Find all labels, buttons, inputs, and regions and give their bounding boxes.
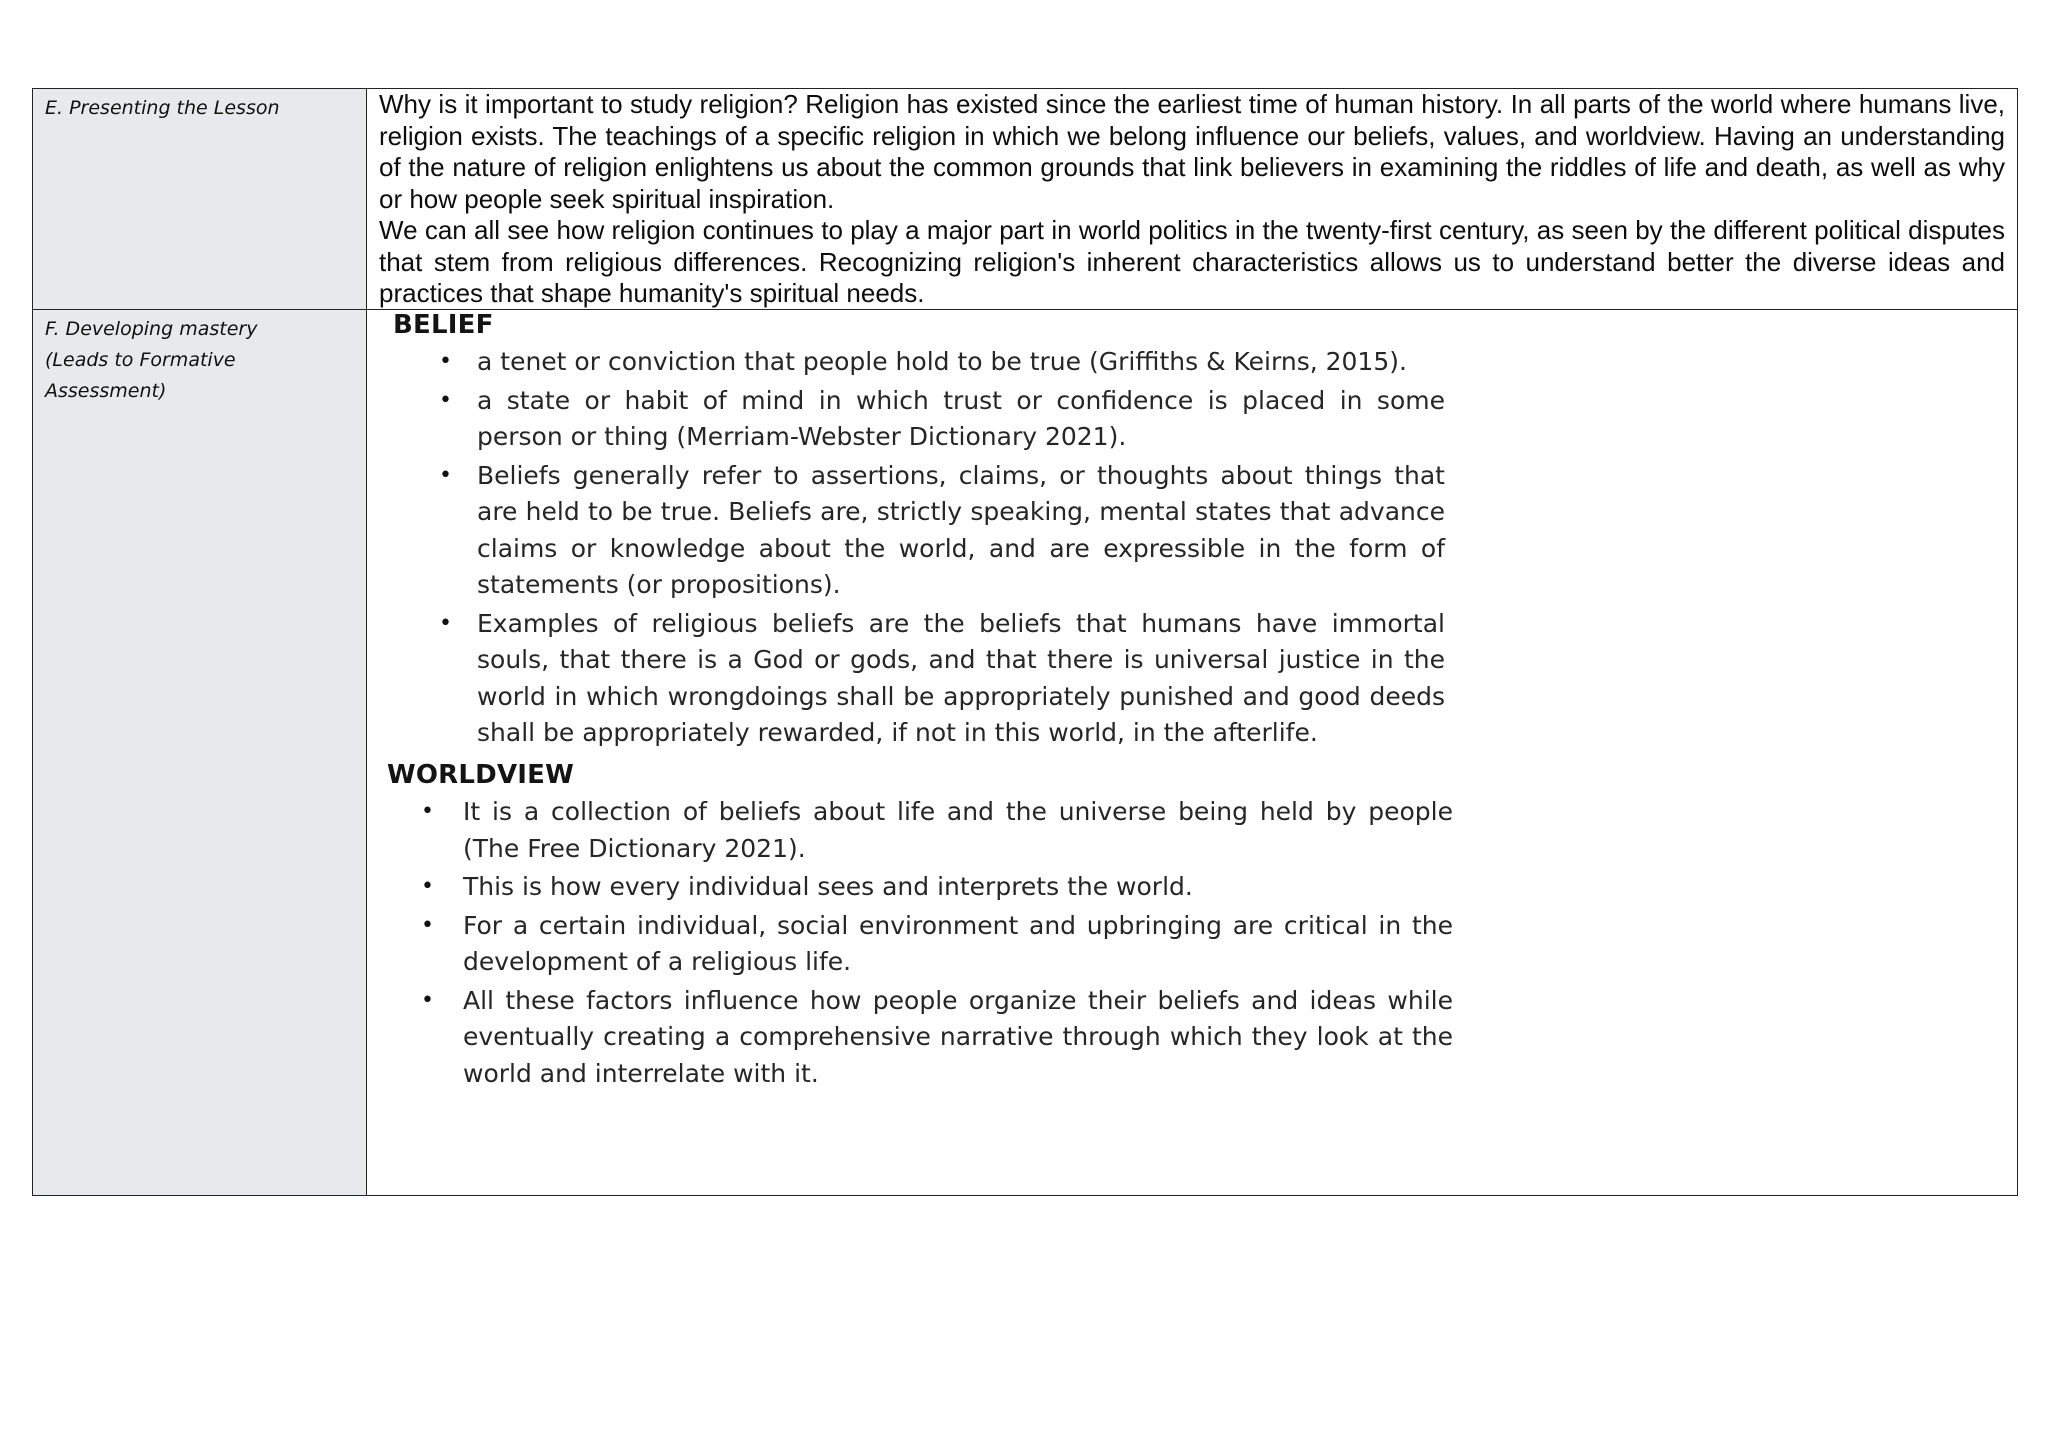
list-item-text: It is a collection of beliefs about life and the universe being held by people (The Free Dictionary 2021). bbox=[463, 797, 1453, 863]
row-label: E. Presenting the Lesson bbox=[45, 97, 280, 119]
list-item bbox=[387, 908, 1453, 981]
worldview-list bbox=[387, 794, 1453, 1092]
list-item-text: a state or habit of mind in which trust or confidence is placed in some person or thing (Merriam-Webster Dictionary 2021). bbox=[477, 385, 1445, 451]
list-item bbox=[393, 344, 1445, 381]
bullet-icon: • bbox=[421, 799, 434, 824]
list-item-text: Examples of religious beliefs are the beliefs that humans have immortal souls, that there is a God or gods, and that there is universal justice in the world in which wrongdoings shall be appropriately punished and good deeds shall be appropriately rewarded, if not in this world, in the afterlife. bbox=[477, 608, 1445, 747]
list-item bbox=[393, 383, 1445, 456]
list-item bbox=[387, 869, 1453, 906]
list-item bbox=[387, 983, 1453, 1093]
bullet-icon: • bbox=[439, 387, 452, 413]
belief-section bbox=[393, 306, 1445, 752]
bullet-icon: • bbox=[421, 912, 434, 938]
row-label-line: (Leads to Formative bbox=[45, 349, 236, 371]
lesson-paragraph: Why is it important to study religion? Religion has existed since the earliest time of human history. In all parts of the world where humans live, religion exists. The teachings of a specific religion in which we belong influence our beliefs, values, and worldview. Having an understanding of the nature of religion enlightens us about the common grounds that link believers in examining the riddles of life and death, as well as why or how people seek spiritual inspiration. bbox=[379, 89, 2005, 214]
belief-list bbox=[393, 344, 1445, 752]
row-label-line: Assessment) bbox=[45, 380, 167, 402]
bullet-icon: • bbox=[439, 349, 452, 374]
lesson-paragraph: We can all see how religion continues to play a major part in world politics in the twenty-first century, as seen by the different political disputes that stem from religious differences. Recognizing religion's inherent characteristics allows us to understand better the diverse ideas and practices that shape humanity's spiritual needs. bbox=[379, 215, 2005, 308]
list-item-text: Beliefs generally refer to assertions, claims, or thoughts about things that are held to be true. Beliefs are, strictly speaking, mental states that advance claims or knowledge about the world, and are expressible in the form of statements (or propositions). bbox=[477, 460, 1445, 599]
section-heading: BELIEF bbox=[393, 310, 494, 340]
list-item-text: All these factors influence how people organize their beliefs and ideas while eventually creating a comprehensive narrative through which they look at the world and interrelate with it. bbox=[463, 985, 1453, 1088]
row-label-cell bbox=[33, 89, 367, 309]
lesson-content-cell bbox=[367, 89, 2017, 309]
bullet-icon: • bbox=[421, 987, 434, 1013]
worldview-section bbox=[387, 756, 1453, 1092]
lesson-plan-table bbox=[32, 88, 2018, 1196]
bullet-icon: • bbox=[439, 610, 452, 636]
list-item-text: For a certain individual, social environment and upbringing are critical in the development of a religious life. bbox=[463, 910, 1453, 976]
section-heading: WORLDVIEW bbox=[387, 760, 574, 790]
row-developing-mastery bbox=[33, 310, 2017, 1195]
row-presenting-the-lesson bbox=[33, 89, 2017, 310]
bullet-icon: • bbox=[439, 462, 452, 488]
row-label-cell bbox=[33, 310, 367, 1195]
mastery-content-cell bbox=[367, 310, 2017, 1195]
list-item bbox=[393, 606, 1445, 752]
list-item bbox=[387, 794, 1453, 867]
list-item bbox=[393, 458, 1445, 604]
list-item-text: a tenet or conviction that people hold to be true (Griffiths & Keirns, 2015). bbox=[477, 347, 1407, 376]
list-item-text: This is how every individual sees and interprets the world. bbox=[463, 872, 1193, 901]
row-label-line: F. Developing mastery bbox=[45, 318, 258, 340]
bullet-icon: • bbox=[421, 874, 434, 899]
